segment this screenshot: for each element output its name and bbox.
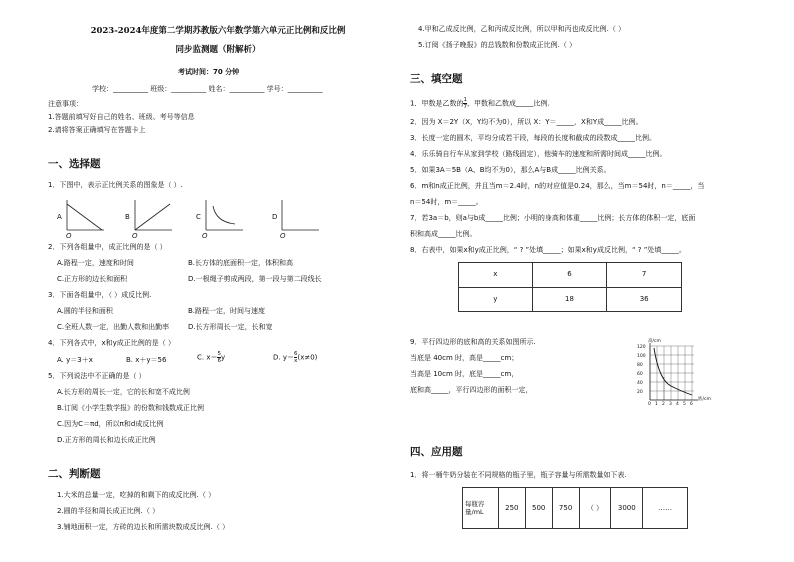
option-text: D.正方形的周长和边长成正比例: [57, 436, 156, 444]
x-tick: 6: [690, 402, 693, 407]
graph-grid: [636, 340, 706, 410]
question-text: 6．m和n成正比例，并且当m＝2.4时，n的对应值是0.24，那么，当m＝54时，n＝_____，当: [410, 182, 705, 190]
question-text: 1．下图中，表示正比例关系的图象是（ ）.: [48, 181, 183, 189]
question-text: 4．下列各式中，x和y成正比例的是（ ）: [48, 339, 175, 347]
option-label: D: [272, 213, 278, 221]
bottle-table: [462, 487, 688, 529]
fill-q1: [410, 97, 550, 110]
y-tick: 40: [637, 381, 643, 386]
exam-title-line1: 2023-2024年度第二学期苏教版六年数学第六单元正比例和反比例: [90, 26, 346, 36]
origin-label: O: [66, 232, 72, 240]
question-text: 5．如果3A＝5B（A、B均不为0），那么A与B成_____比例关系。: [410, 166, 611, 174]
table-cell: 750: [552, 488, 579, 529]
table-cell: 7: [607, 263, 682, 288]
judge-item: 5.订阅《扬子晚报》的总钱数和份数成正比例.（ ）: [418, 41, 577, 49]
option-text: A.长方形的周长一定，它的长和宽不成比例: [57, 388, 190, 396]
section-heading-application: 四、应用题: [410, 446, 463, 458]
judge-item: 4.甲和乙成反比例，乙和丙成反比例，所以甲和丙也成反比例.（ ）: [418, 25, 626, 33]
question-text: 3．下面各组量中，（ ）成反比例.: [48, 291, 152, 299]
graph-b: [134, 200, 174, 232]
graph-a: [66, 200, 106, 232]
table-cell: y: [459, 287, 533, 312]
option-label: A: [57, 213, 62, 221]
fraction-numerator: 1: [463, 97, 467, 103]
option-text: D.长方形周长一定，长和宽: [188, 323, 273, 331]
fraction-denominator: x: [294, 358, 298, 364]
question-text: 1．将一桶牛奶分装在不同规格的瓶子里，瓶子容量与所需数量如下表.: [410, 471, 627, 479]
table-cell: 3000: [611, 488, 643, 529]
note-item: 2.请将答案正确填写在答题卡上: [48, 126, 146, 134]
question-text: 1．甲数是乙数的: [410, 99, 464, 108]
table-cell: ……: [643, 488, 688, 529]
graph-d: [281, 200, 321, 232]
option-text: A.路程一定，速度和时间: [57, 259, 134, 267]
question-text: 当高是 10cm 时，底是_____cm，: [410, 370, 519, 378]
section-heading-choice: 一、选择题: [48, 158, 101, 170]
graph-x-label: 底/cm: [698, 397, 711, 402]
judge-item: 2.圆的半径和周长成正比例.（ ）: [57, 507, 160, 515]
xy-table: [458, 262, 682, 312]
table-cell: （ ）: [579, 488, 611, 529]
graph-y-ticks: [637, 343, 646, 397]
y-tick: 60: [637, 372, 643, 377]
question-text: 底和高_____，平行四边形的面积一定，: [410, 386, 533, 394]
option-d: [273, 351, 317, 364]
exam-time: 考试时间：70 分钟: [178, 68, 240, 76]
question-text: 3．长度一定的圆木，平均分成若干段，每段的长度和截成的段数成_____比例。: [410, 134, 656, 142]
table-cell: 500: [525, 488, 552, 529]
question-text: 当底是 40cm 时，高是_____cm；: [410, 354, 519, 362]
question-text: 积和高成_____比例。: [410, 230, 477, 238]
question-text: 7．若3a＝b，则a与b成_____比例；小明的身高和体重_____比例；长方体的体积一定，底面: [410, 214, 696, 222]
question-text: 2．因为 X＝2Y（X，Y均不为0），所以 X：Y＝_____，X和Y成_____比例。: [410, 118, 643, 126]
origin-label: O: [280, 232, 286, 240]
option-text: D. y＝: [273, 353, 294, 362]
option-text: B. x＋y＝56: [126, 356, 167, 364]
option-text: B.订阅《小学生数学报》的份数和钱数成正比例: [57, 404, 205, 412]
question-text: 8．右表中，如果x和y成正比例，“ ? ”处填_____；如果x和y成反比例，“ ? ”处填_____。: [410, 246, 686, 254]
option-text: C.因为C＝πd，所以π和d成反比例: [57, 420, 164, 428]
question-text: 4．乐乐骑自行车从家到学校（路线固定），他骑车的速度和所需时间成_____比例。: [410, 150, 667, 158]
option-label: B: [125, 213, 130, 221]
fraction-denominator: 7: [463, 104, 467, 110]
x-tick: 5: [683, 402, 686, 407]
question-text: 2．下列各组量中，成正比例的是（ ）: [48, 243, 167, 251]
fraction-numerator: 6: [293, 351, 298, 357]
origin-label: O: [202, 232, 208, 240]
table-cell: x: [459, 263, 533, 288]
section-heading-judge: 二、判断题: [48, 468, 101, 480]
option-text: A.圆的半径和面积: [57, 307, 113, 315]
option-c: [197, 351, 225, 364]
x-tick: 3: [669, 402, 672, 407]
y-tick: 20: [637, 390, 643, 395]
judge-item: 3.铺地面积一定，方砖的边长和所需块数成反比例.（ ）: [57, 523, 230, 531]
graph-c: [205, 200, 245, 232]
table-cell: 6: [532, 263, 607, 288]
question-text: 9．平行四边形的底和高的关系如图所示.: [410, 338, 536, 346]
graph-y-label: 高/cm: [648, 339, 661, 344]
judge-item: 1.大米的总量一定，吃掉的和剩下的成反比例.（ ）: [57, 491, 216, 499]
table-cell: 250: [498, 488, 525, 529]
fraction-numerator: 5: [217, 351, 221, 357]
option-text: D.一根绳子剪成两段，第一段与第二段线长: [188, 275, 322, 283]
x-tick: 0: [648, 402, 651, 407]
y-tick: 80: [637, 363, 643, 368]
option-text: A. y＝3＋x: [57, 356, 93, 364]
option-text: C.正方形的边长和面积: [57, 275, 128, 283]
table-cell: 36: [607, 287, 682, 312]
note-item: 1.答题前填写好自己的姓名、班级、考号等信息: [48, 113, 195, 121]
x-tick: 2: [662, 402, 665, 407]
question-text: n＝54时，m＝_____。: [410, 198, 483, 206]
notes-title: 注意事项：: [48, 100, 83, 108]
fraction-denominator: 6: [217, 358, 221, 364]
option-text: C.全班人数一定，出勤人数和出勤率: [57, 323, 170, 331]
option-text: B.长方体的底面积一定，体积和高: [188, 259, 294, 267]
table-cell: 每瓶容量/mL: [463, 488, 499, 529]
x-tick: 4: [676, 402, 679, 407]
option-tail: (x≠0): [297, 353, 318, 362]
x-tick: 1: [655, 402, 658, 407]
option-label: C: [196, 213, 201, 221]
student-info-line: 学校：__________ 班级：__________ 姓名：__________ 学号：__________: [92, 85, 323, 93]
option-text: C. x＝: [197, 353, 218, 362]
option-text: B.路程一定，时间与速度: [188, 307, 266, 315]
question-text: ，甲数和乙数成_____比例.: [466, 99, 550, 108]
exam-title-line2: 同步监测题（附解析）: [175, 45, 261, 55]
question-text: 5．下列说法中不正确的是（ ）: [48, 372, 146, 380]
table-cell: 18: [532, 287, 607, 312]
y-tick: 100: [637, 354, 646, 359]
option-tail: y: [220, 353, 226, 362]
section-heading-fill: 三、填空题: [410, 73, 463, 85]
origin-label: O: [132, 232, 138, 240]
y-tick: 120: [637, 345, 646, 350]
